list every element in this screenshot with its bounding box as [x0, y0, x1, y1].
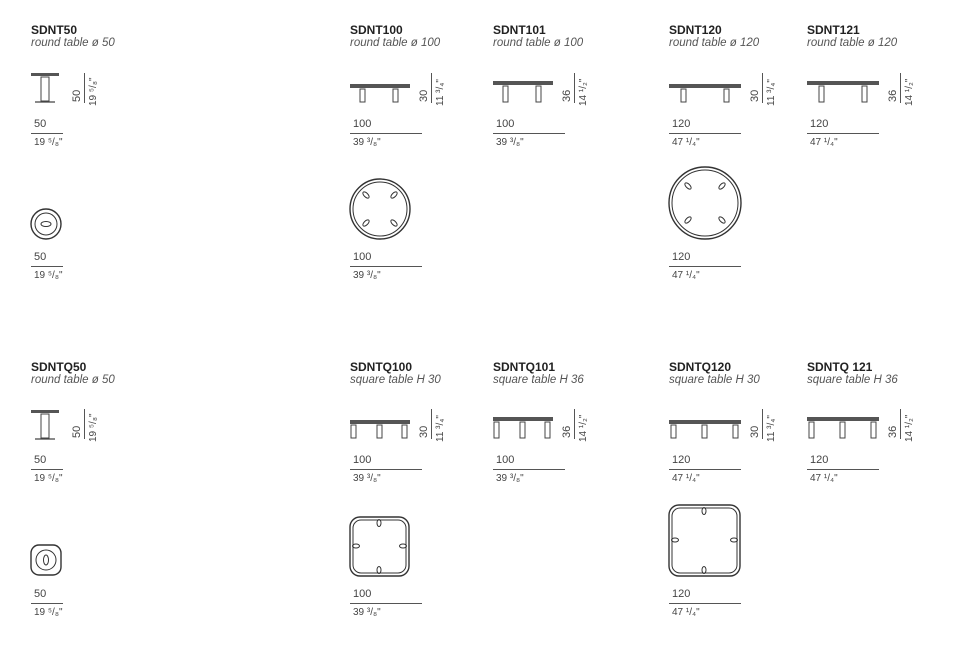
product-description: square table H 30	[350, 374, 441, 386]
width-dimension: 120 47 ¹/₄"	[807, 454, 879, 485]
product-code: SDNT101	[493, 23, 546, 37]
side-elevation-drawing	[30, 409, 70, 441]
product-code: SDNTQ 121	[807, 360, 873, 374]
product-code: SDNT121	[807, 23, 860, 37]
height-dimension: 30 11 ³/₄"	[749, 406, 779, 446]
side-elevation-drawing	[492, 80, 554, 105]
height-dimension: 36 14 ¹/₂"	[561, 406, 591, 446]
product-description: round table ø 100	[350, 37, 441, 49]
side-elevation-drawing	[30, 72, 70, 104]
height-dimension: 50 19 ⁵/₈"	[71, 406, 101, 446]
height-dimension: 30 11 ³/₄"	[749, 70, 779, 110]
product-code: SDNT50	[31, 23, 78, 37]
side-elevation-drawing	[668, 83, 742, 105]
width-dimension: 50 19 ⁵/₈"	[31, 118, 63, 149]
side-elevation-drawing	[349, 83, 411, 105]
plan-view-drawing	[668, 504, 742, 578]
plan-view-drawing	[349, 516, 411, 578]
height-dimension: 36 14 ¹/₂"	[561, 70, 591, 110]
product-code: SDNTQ100	[350, 360, 413, 374]
width-dimension: 120 47 ¹/₄"	[669, 454, 741, 485]
product-description: round table ø 120	[669, 37, 760, 49]
height-dimension: 36 14 ¹/₂"	[887, 406, 917, 446]
plan-view-drawing	[349, 178, 413, 242]
product-description: round table ø 50	[31, 37, 115, 49]
width-dimension: 120 47 ¹/₄"	[807, 118, 879, 149]
plan-dimension: 100 39 ³/₈"	[350, 251, 422, 282]
product-description: square table H 30	[669, 374, 760, 386]
side-elevation-drawing	[349, 419, 411, 441]
plan-view-drawing	[30, 208, 64, 242]
product-description: square table H 36	[807, 374, 898, 386]
product-code: SDNT100	[350, 23, 403, 37]
product-description: round table ø 100	[493, 37, 584, 49]
width-dimension: 100 39 ³/₈"	[493, 454, 565, 485]
width-dimension: 100 39 ³/₈"	[493, 118, 565, 149]
height-dimension: 36 14 ¹/₂"	[887, 70, 917, 110]
product-description: square table H 36	[493, 374, 584, 386]
plan-dimension: 50 19 ⁵/₈"	[31, 588, 63, 619]
width-dimension: 100 39 ³/₈"	[350, 454, 422, 485]
product-code: SDNT120	[669, 23, 722, 37]
width-dimension: 50 19 ⁵/₈"	[31, 454, 63, 485]
plan-view-drawing	[668, 166, 744, 242]
plan-dimension: 120 47 ¹/₄"	[669, 251, 741, 282]
plan-dimension: 120 47 ¹/₄"	[669, 588, 741, 619]
plan-dimension: 50 19 ⁵/₈"	[31, 251, 63, 282]
plan-dimension: 100 39 ³/₈"	[350, 588, 422, 619]
product-code: SDNTQ120	[669, 360, 732, 374]
height-dimension: 30 11 ³/₄"	[418, 406, 448, 446]
width-dimension: 100 39 ³/₈"	[350, 118, 422, 149]
side-elevation-drawing	[806, 80, 880, 105]
product-description: round table ø 50	[31, 374, 115, 386]
side-elevation-drawing	[668, 419, 742, 441]
plan-view-drawing	[30, 544, 64, 578]
product-code: SDNTQ50	[31, 360, 87, 374]
product-description: round table ø 120	[807, 37, 898, 49]
side-elevation-drawing	[492, 416, 554, 441]
product-code: SDNTQ101	[493, 360, 556, 374]
width-dimension: 120 47 ¹/₄"	[669, 118, 741, 149]
side-elevation-drawing	[806, 416, 880, 441]
height-dimension: 50 19 ⁵/₈"	[71, 70, 101, 110]
height-dimension: 30 11 ³/₄"	[418, 70, 448, 110]
